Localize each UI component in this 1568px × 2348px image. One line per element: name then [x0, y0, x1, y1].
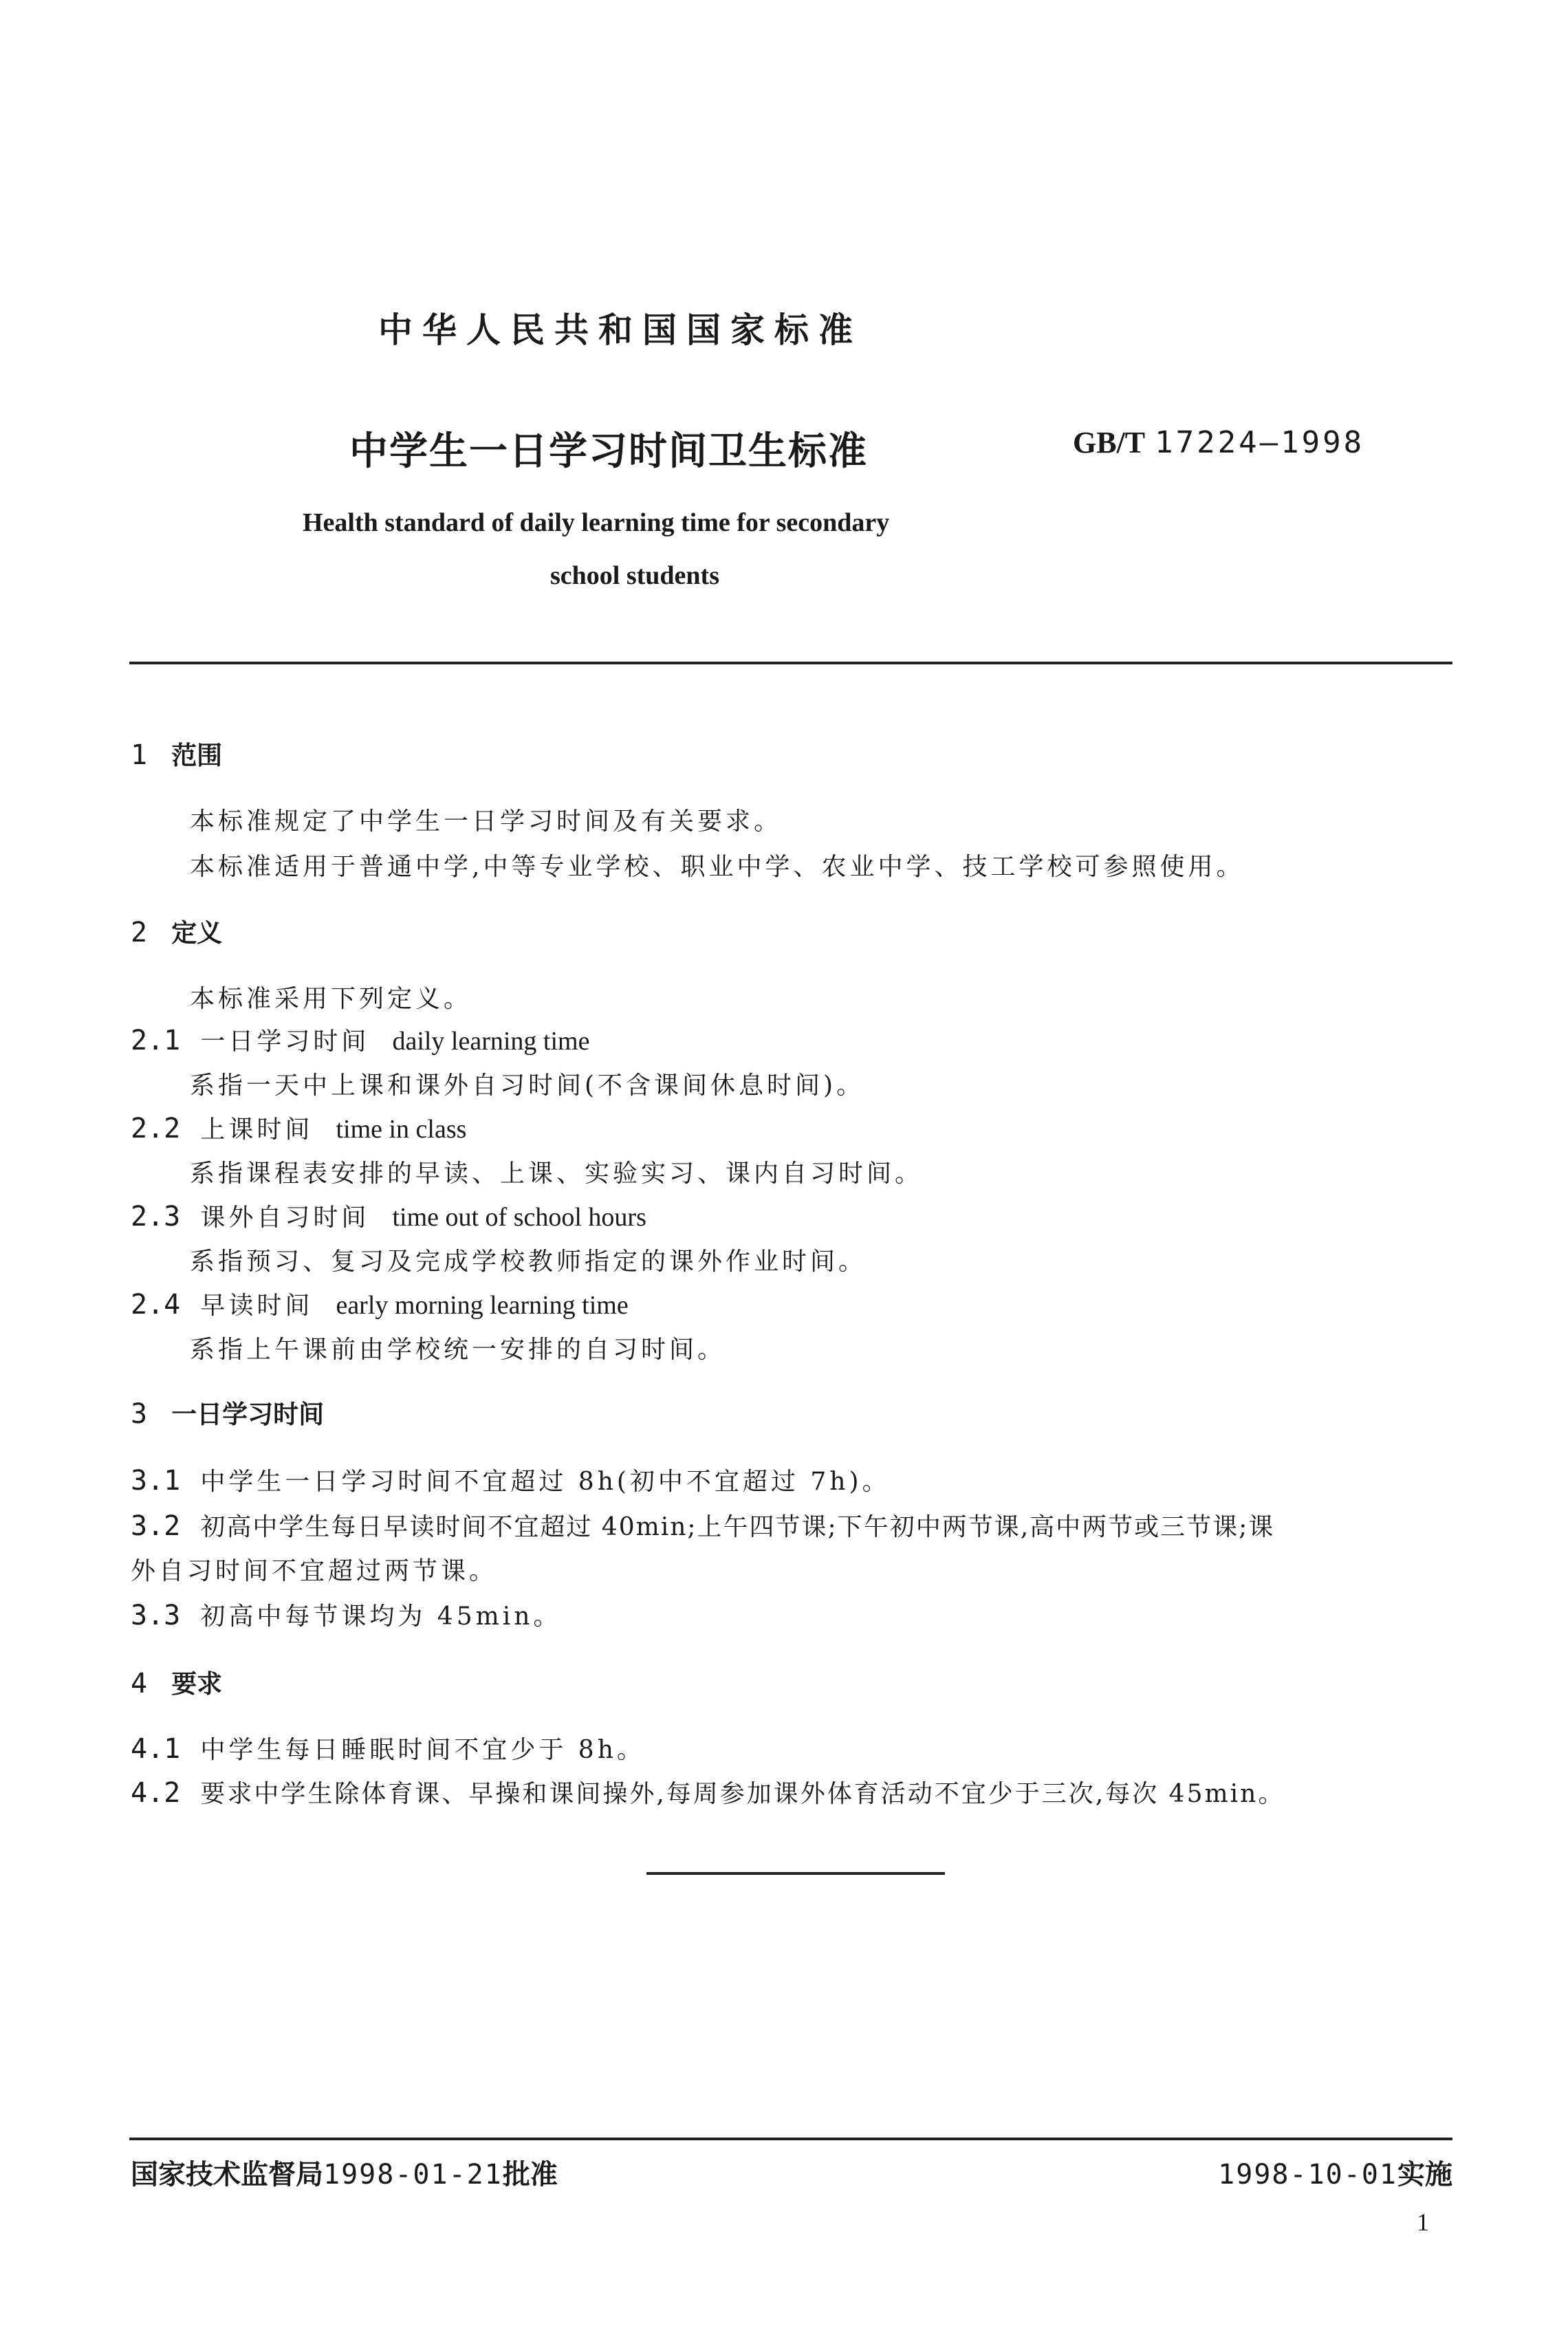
effective-date: 1998-10-01 — [1218, 2159, 1397, 2191]
english-title-line1: Health standard of daily learning time for secondary — [303, 508, 890, 537]
effective-line — [1218, 2153, 1452, 2192]
approval-org: 国家技术监督局 — [131, 2159, 323, 2191]
clause-text-continuation: 外自习时间不宜超过两节课。 — [131, 1557, 498, 1585]
definition-term: 课外自习时间 — [200, 1204, 370, 1232]
section-title: 一日学习时间 — [171, 1400, 325, 1429]
clause-text: 初高中学生每日早读时间不宜超过 40min;上午四节课;下午初中两节课,高中两节或三节课;课 — [200, 1513, 1275, 1541]
clause-text: 初高中每节课均为 45min。 — [200, 1602, 562, 1631]
section-1-para-2: 本标准适用于普通中学,中等专业学校、职业中学、农业中学、技工学校可参照使用。 — [190, 853, 1245, 881]
section-1-para-1: 本标准规定了中学生一日学习时间及有关要求。 — [190, 807, 783, 836]
english-title-line2: school students — [550, 561, 719, 590]
approval-label: 批准 — [502, 2159, 558, 2191]
national-standard-heading: 中华人民共和国国家标准 — [378, 310, 862, 350]
definition-text: 系指上午课前由学校统一安排的自习时间。 — [190, 1336, 726, 1364]
definition-text: 系指课程表安排的早读、上课、实验实习、课内自习时间。 — [190, 1160, 924, 1188]
clause-item — [131, 1730, 645, 1765]
definition-item — [131, 1198, 646, 1233]
item-number: 2.1 — [131, 1025, 181, 1056]
section-title: 要求 — [171, 1669, 223, 1699]
section-number: 2 — [131, 917, 148, 948]
item-number: 4.2 — [131, 1777, 181, 1809]
approval-date: 1998-01-21 — [323, 2159, 503, 2191]
header-rule — [129, 662, 1452, 664]
section-2-heading — [131, 912, 222, 949]
footer-rule — [129, 2138, 1452, 2140]
end-of-text-rule — [646, 1872, 945, 1875]
definition-term-english: time out of school hours — [392, 1203, 646, 1232]
standard-code-prefix: GB/T — [1073, 426, 1146, 459]
definition-text: 系指预习、复习及完成学校教师指定的课外作业时间。 — [190, 1248, 867, 1276]
clause-item — [131, 1597, 561, 1632]
section-number: 3 — [131, 1398, 148, 1430]
item-number: 2.3 — [131, 1201, 181, 1232]
definition-item — [131, 1286, 629, 1321]
definition-item — [131, 1110, 466, 1145]
section-1-heading — [131, 735, 222, 772]
definition-term: 上课时间 — [200, 1116, 314, 1144]
section-3-heading — [131, 1393, 324, 1431]
definition-term-english: daily learning time — [392, 1027, 590, 1056]
clause-text: 要求中学生除体育课、早操和课间操外,每周参加课外体育活动不宜少于三次,每次 45min。 — [200, 1780, 1285, 1808]
section-title: 范围 — [171, 741, 223, 770]
standard-title: 中学生一日学习时间卫生标准 — [349, 429, 868, 474]
definition-term-english: early morning learning time — [336, 1291, 629, 1320]
definition-term: 一日学习时间 — [200, 1028, 370, 1056]
definition-text: 系指一天中上课和课外自习时间(不含课间休息时间)。 — [190, 1072, 865, 1100]
clause-item — [131, 1508, 1274, 1543]
clause-item — [131, 1774, 1285, 1809]
item-number: 2.2 — [131, 1113, 181, 1144]
section-2-intro: 本标准采用下列定义。 — [190, 985, 472, 1013]
item-number: 2.4 — [131, 1289, 181, 1320]
definition-item — [131, 1022, 589, 1057]
item-number: 3.1 — [131, 1465, 181, 1497]
standard-code — [1073, 425, 1364, 460]
effective-label: 实施 — [1397, 2159, 1452, 2191]
approval-line — [131, 2153, 558, 2192]
clause-item — [131, 1462, 891, 1497]
clause-text: 中学生每日睡眠时间不宜少于 8h。 — [200, 1736, 645, 1764]
section-4-heading — [131, 1663, 222, 1700]
item-number: 3.2 — [131, 1510, 181, 1542]
definition-term: 早读时间 — [200, 1292, 314, 1320]
page-number: 1 — [1417, 2208, 1429, 2236]
section-number: 1 — [131, 739, 148, 771]
definition-term-english: time in class — [336, 1115, 467, 1144]
item-number: 4.1 — [131, 1733, 181, 1765]
item-number: 3.3 — [131, 1600, 181, 1631]
section-title: 定义 — [171, 918, 223, 948]
clause-text: 中学生一日学习时间不宜超过 8h(初中不宜超过 7h)。 — [200, 1468, 891, 1496]
standard-code-number: 17224—1998 — [1155, 425, 1365, 460]
section-number: 4 — [131, 1668, 148, 1699]
